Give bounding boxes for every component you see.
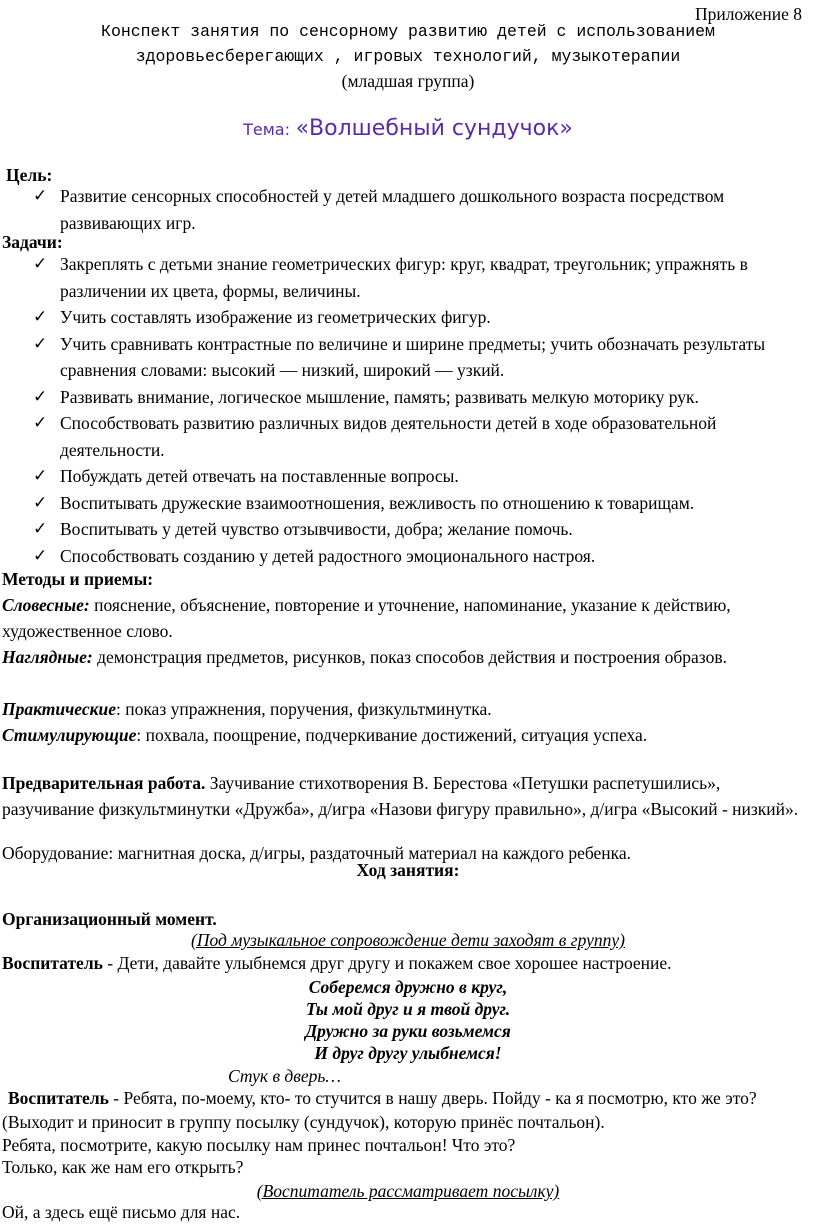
- lesson-heading: Ход занятия:: [356, 860, 460, 880]
- list-item: ✓ Развивать внимание, логическое мышление, память; развивать мелкую моторику рук.: [0, 384, 806, 411]
- check-icon: ✓: [33, 333, 48, 354]
- theme-label: Тема:: [243, 120, 290, 139]
- title-line-1: Конспект занятия по сенсорному развитию детей с использованием: [101, 22, 715, 41]
- goal-heading: Цель:: [6, 165, 53, 185]
- title-line-2: здоровьесберегающих , игровых технологий, музыкотерапии: [135, 47, 681, 66]
- methods-verbal: Словесные: пояснение, объяснение, повторение и уточнение, напоминание, указание к действию, художественное слово.: [2, 595, 731, 641]
- theme-heading: [0, 116, 816, 141]
- list-item: ✓ Учить составлять изображение из геометрических фигур.: [0, 304, 806, 331]
- check-icon: ✓: [33, 545, 48, 566]
- appendix-label: Приложение 8: [694, 4, 802, 24]
- stage-direction-2: (Воспитатель рассматривает посылку): [256, 1181, 560, 1201]
- poem-line: Соберемся дружно в круг,: [308, 977, 508, 997]
- org-moment-heading: Организационный момент.: [2, 909, 217, 929]
- list-item: ✓ Способствовать развитию различных видов деятельности детей в ходе образовательной деятельности.: [0, 410, 806, 463]
- tasks-list: [0, 251, 806, 569]
- check-icon: ✓: [33, 254, 48, 274]
- list-item: ✓ Развитие сенсорных способностей у детей младшего дошкольного возраста посредством развивающих игр.: [0, 183, 806, 236]
- methods-visual: Наглядные: демонстрация предметов, рисунков, показ способов действия и построения образов.: [2, 647, 727, 667]
- text-line: Ребята, посмотрите, какую посылку нам принес почтальон! Что это?: [2, 1135, 516, 1155]
- methods-heading: Методы и приемы:: [2, 569, 154, 589]
- check-icon: ✓: [33, 307, 48, 327]
- list-item: ✓ Учить сравнивать контрастные по величине и ширине предметы; учить обозначать результаты сравнения словами: высокий — низкий, широкий — узкий.: [0, 331, 806, 384]
- teacher-line-1: Воспитатель - Дети, давайте улыбнемся друг другу и покажем свое хорошее настроение.: [2, 953, 672, 973]
- list-item: ✓ Воспитывать дружеские взаимоотношения, вежливость по отношению к товарищам.: [0, 490, 806, 517]
- check-icon: ✓: [33, 519, 48, 539]
- group-label: (младшая группа): [341, 71, 475, 91]
- tasks-heading: Задачи:: [2, 232, 63, 252]
- text-line: Только, как же нам его открыть?: [2, 1157, 244, 1177]
- check-icon: ✓: [33, 466, 48, 486]
- text-line: Ой, а здесь ещё письмо для нас.: [2, 1202, 241, 1222]
- theme-title: «Волшебный сундучок»: [295, 116, 573, 141]
- check-icon: ✓: [33, 386, 48, 407]
- methods-stimulating: Стимулирующие: похвала, поощрение, подчеркивание достижений, ситуация успеха.: [2, 725, 648, 745]
- list-item: ✓ Способствовать созданию у детей радостного эмоционального настроя.: [0, 543, 806, 570]
- stage-direction-1: (Под музыкальное сопровождение дети заходят в группу): [191, 930, 625, 950]
- check-icon: ✓: [33, 186, 48, 206]
- check-icon: ✓: [33, 413, 48, 433]
- knock-direction: Стук в дверь…: [228, 1066, 341, 1086]
- list-item: ✓ Побуждать детей отвечать на поставленные вопросы.: [0, 463, 806, 490]
- equipment-line: Оборудование: магнитная доска, д/игры, раздаточный материал на каждого ребенка.: [2, 843, 632, 863]
- list-item: ✓ Воспитывать у детей чувство отзывчивости, добра; желание помочь.: [0, 516, 806, 543]
- poem-line: И друг другу улыбнемся!: [314, 1043, 502, 1063]
- methods-practical: Практические: показ упражнения, поручения, физкультминутка.: [2, 699, 492, 719]
- list-item: ✓ Закреплять с детьми знание геометрических фигур: круг, квадрат, треугольник; упражнять в различении их цвета, формы, величины.: [0, 251, 806, 304]
- teacher-line-2: Воспитатель - Ребята, по-моему, кто- то стучится в нашу дверь. Пойду - ка я посмотрю, кто же это? (Выходит и приносит в группу посылку (сундучок), которую принёс почтальон).: [2, 1088, 757, 1132]
- preliminary-work: Предварительная работа. Заучивание стихотворения В. Берестова «Петушки распетушились», разучивание физкультминутки «Дружба», д/игра «Назови фигуру правильно», д/игра «Высокий - низкий».: [2, 773, 799, 819]
- poem-line: Дружно за руки возьмемся: [305, 1021, 511, 1041]
- check-icon: ✓: [33, 492, 48, 513]
- poem-line: Ты мой друг и я твой друг.: [305, 999, 511, 1019]
